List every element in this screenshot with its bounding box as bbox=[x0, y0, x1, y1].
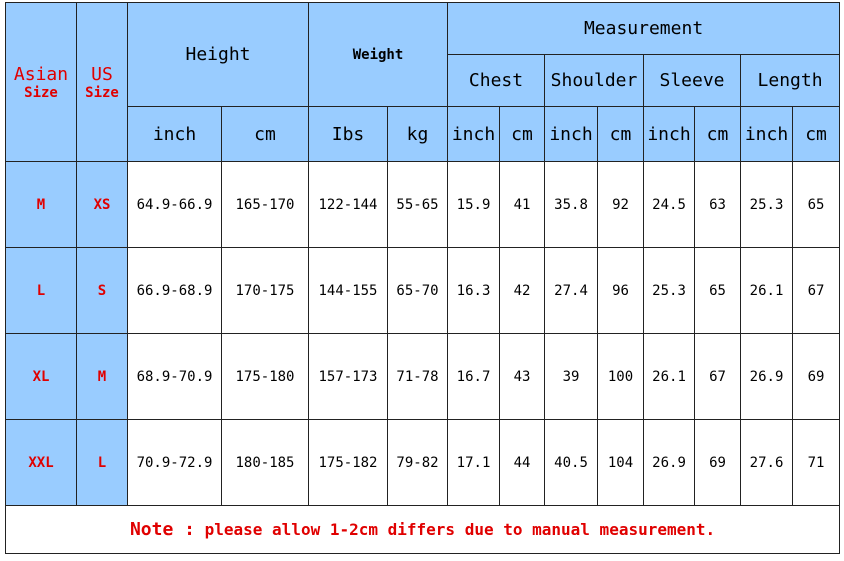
asian-size-label: Asian bbox=[13, 63, 69, 85]
length-inch-cell: 25.3 bbox=[741, 162, 793, 248]
weight-lbs-cell: 144-155 bbox=[309, 248, 388, 334]
unit-cell: cm bbox=[598, 107, 644, 162]
us-size-header bbox=[77, 3, 128, 162]
length-inch-cell: 26.1 bbox=[741, 248, 793, 334]
shoulder-cm-cell: 96 bbox=[598, 248, 644, 334]
shoulder-header: Shoulder bbox=[545, 55, 644, 107]
weight-kg-cell: 55-65 bbox=[388, 162, 448, 248]
length-cm-cell: 67 bbox=[793, 248, 840, 334]
weight-header: Weight bbox=[309, 3, 448, 107]
weight-lbs-cell: 175-182 bbox=[309, 420, 388, 506]
asian-size-cell: XL bbox=[6, 334, 77, 420]
unit-row bbox=[6, 107, 840, 162]
unit-cell: inch bbox=[741, 107, 793, 162]
chest-inch-cell: 16.7 bbox=[448, 334, 500, 420]
unit-cell: cm bbox=[222, 107, 309, 162]
chest-cm-cell: 44 bbox=[500, 420, 545, 506]
sleeve-inch-cell: 25.3 bbox=[644, 248, 695, 334]
note-lead: Note : bbox=[129, 519, 195, 540]
asian-size-cell: L bbox=[6, 248, 77, 334]
unit-cell: inch bbox=[644, 107, 695, 162]
chest-cm-cell: 42 bbox=[500, 248, 545, 334]
unit-cell: inch bbox=[448, 107, 500, 162]
length-header: Length bbox=[741, 55, 840, 107]
chest-cm-cell: 43 bbox=[500, 334, 545, 420]
unit-cell: cm bbox=[500, 107, 545, 162]
sleeve-header: Sleeve bbox=[644, 55, 741, 107]
sleeve-cm-cell: 65 bbox=[695, 248, 741, 334]
us-size-cell: XS bbox=[77, 162, 128, 248]
unit-cell: cm bbox=[793, 107, 840, 162]
shoulder-cm-cell: 100 bbox=[598, 334, 644, 420]
us-size-cell: L bbox=[77, 420, 128, 506]
sleeve-cm-cell: 63 bbox=[695, 162, 741, 248]
chest-cm-cell: 41 bbox=[500, 162, 545, 248]
table-row bbox=[6, 334, 840, 420]
length-cm-cell: 71 bbox=[793, 420, 840, 506]
shoulder-inch-cell: 40.5 bbox=[545, 420, 598, 506]
sleeve-inch-cell: 24.5 bbox=[644, 162, 695, 248]
note-text: please allow 1-2cm differs due to manual measurement. bbox=[204, 520, 716, 539]
us-size-label: US bbox=[91, 63, 113, 85]
height-inch-cell: 64.9-66.9 bbox=[128, 162, 222, 248]
height-cm-cell: 170-175 bbox=[222, 248, 309, 334]
sleeve-cm-cell: 69 bbox=[695, 420, 741, 506]
length-inch-cell: 26.9 bbox=[741, 334, 793, 420]
length-cm-cell: 65 bbox=[793, 162, 840, 248]
shoulder-inch-cell: 39 bbox=[545, 334, 598, 420]
chest-inch-cell: 16.3 bbox=[448, 248, 500, 334]
note-cell bbox=[6, 506, 840, 554]
sleeve-cm-cell: 67 bbox=[695, 334, 741, 420]
note-row bbox=[6, 506, 840, 554]
weight-lbs-cell: 122-144 bbox=[309, 162, 388, 248]
shoulder-inch-cell: 27.4 bbox=[545, 248, 598, 334]
sleeve-inch-cell: 26.9 bbox=[644, 420, 695, 506]
asian-size-header bbox=[6, 3, 77, 162]
unit-cell: inch bbox=[545, 107, 598, 162]
size-chart-table bbox=[5, 2, 840, 554]
weight-kg-cell: 65-70 bbox=[388, 248, 448, 334]
unit-cell: cm bbox=[695, 107, 741, 162]
sleeve-inch-cell: 26.1 bbox=[644, 334, 695, 420]
chest-inch-cell: 15.9 bbox=[448, 162, 500, 248]
table-row bbox=[6, 420, 840, 506]
length-cm-cell: 69 bbox=[793, 334, 840, 420]
height-inch-cell: 66.9-68.9 bbox=[128, 248, 222, 334]
weight-lbs-cell: 157-173 bbox=[309, 334, 388, 420]
table-row bbox=[6, 162, 840, 248]
us-size-cell: M bbox=[77, 334, 128, 420]
us-size-cell: S bbox=[77, 248, 128, 334]
height-cm-cell: 180-185 bbox=[222, 420, 309, 506]
weight-kg-cell: 79-82 bbox=[388, 420, 448, 506]
height-cm-cell: 165-170 bbox=[222, 162, 309, 248]
height-cm-cell: 175-180 bbox=[222, 334, 309, 420]
unit-cell: Ibs bbox=[309, 107, 388, 162]
unit-cell: kg bbox=[388, 107, 448, 162]
header-row-1 bbox=[6, 3, 840, 55]
shoulder-cm-cell: 104 bbox=[598, 420, 644, 506]
length-inch-cell: 27.6 bbox=[741, 420, 793, 506]
asian-size-cell: XXL bbox=[6, 420, 77, 506]
asian-size-cell: M bbox=[6, 162, 77, 248]
height-inch-cell: 68.9-70.9 bbox=[128, 334, 222, 420]
us-size-sublabel: Size bbox=[85, 84, 119, 101]
chest-inch-cell: 17.1 bbox=[448, 420, 500, 506]
height-inch-cell: 70.9-72.9 bbox=[128, 420, 222, 506]
height-header: Height bbox=[128, 3, 309, 107]
chest-header: Chest bbox=[448, 55, 545, 107]
table-row bbox=[6, 248, 840, 334]
shoulder-inch-cell: 35.8 bbox=[545, 162, 598, 248]
measurement-header: Measurement bbox=[448, 3, 840, 55]
weight-kg-cell: 71-78 bbox=[388, 334, 448, 420]
asian-size-sublabel: Size bbox=[24, 84, 58, 101]
shoulder-cm-cell: 92 bbox=[598, 162, 644, 248]
unit-cell: inch bbox=[128, 107, 222, 162]
